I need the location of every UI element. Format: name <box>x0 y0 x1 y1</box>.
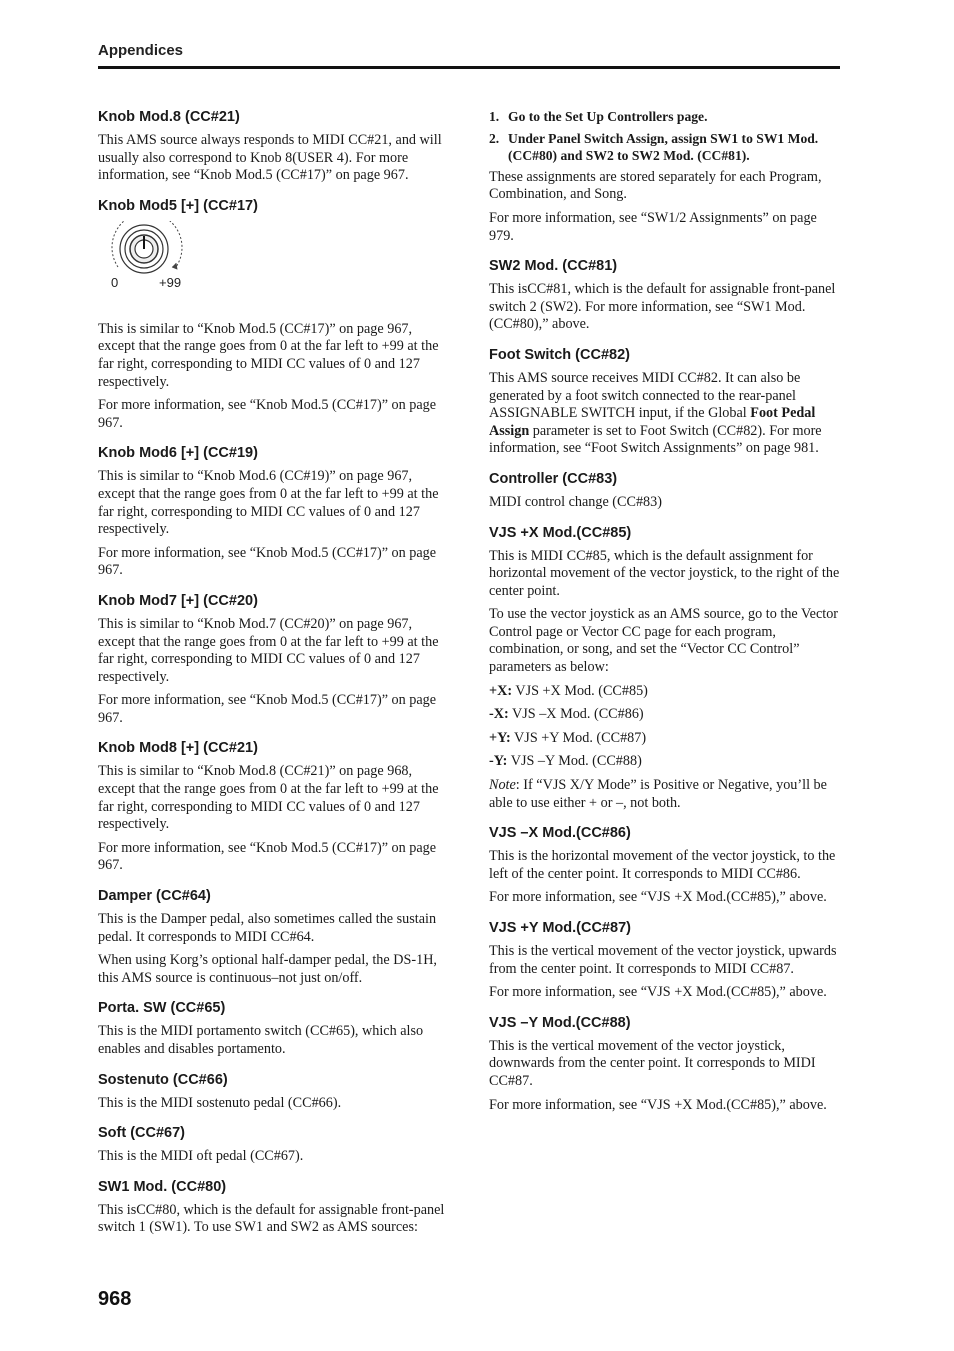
paragraph: This is MIDI CC#85, which is the default assignment for horizontal movement of the vector joystick, to the right of the center point. <box>489 547 840 599</box>
param-value: VJS +X Mod. (CC#85) <box>512 682 648 699</box>
param-key: +Y: <box>489 729 511 746</box>
text-run: parameter is set to Foot Switch (CC#82). For more information, see “Foot Switch Assignments” on page 981. <box>489 422 822 457</box>
section-title: VJS –Y Mod.(CC#88) <box>489 1014 631 1031</box>
section-title: Foot Switch (CC#82) <box>489 346 630 363</box>
paragraph: This is similar to “Knob Mod.6 (CC#19)” on page 967, except that the range goes from 0 at the far left to +99 at the far right, corresponding to MIDI CC values of 0 and 127 respectively. <box>98 468 439 538</box>
section-title: Knob Mod7 [+] (CC#20) <box>98 592 258 609</box>
paragraph: For more information, see “Knob Mod.5 (CC#17)” on page 967. <box>98 397 437 431</box>
paragraph <box>489 370 841 458</box>
paragraph: For more information, see “VJS +X Mod.(CC#85),” above. <box>489 889 827 906</box>
paragraph: This isCC#80, which is the default for assignable front-panel switch 1 (SW1). To use SW1 and SW2 as AMS sources: <box>98 1201 445 1236</box>
param-value: VJS +Y Mod. (CC#87) <box>510 729 647 746</box>
paragraph: For more information, see “Knob Mod.5 (CC#17)” on page 967. <box>98 692 437 726</box>
param-line <box>489 683 841 701</box>
paragraph: This is similar to “Knob Mod.7 (CC#20)” on page 967, except that the range goes from 0 at the far left to +99 at the far right, corresponding to MIDI CC values of 0 and 127 respectively. <box>98 615 439 685</box>
knob-figure <box>106 221 226 297</box>
param-line <box>489 753 841 771</box>
right-column <box>489 108 841 1120</box>
knob-icon <box>106 221 196 281</box>
step-item <box>489 108 841 126</box>
section-title: Knob Mod6 [+] (CC#19) <box>98 445 258 462</box>
section-title: VJS –X Mod.(CC#86) <box>489 825 631 842</box>
knob-max-label: +99 <box>159 274 182 290</box>
paragraph: This is similar to “Knob Mod.5 (CC#17)” on page 967, except that the range goes from 0 at the far left to +99 at the far right, corresponding to MIDI CC values of 0 and 127 respectively. <box>98 320 439 390</box>
paragraph: This is the horizontal movement of the vector joystick, to the left of the center point. It corresponds to MIDI CC#86. <box>489 848 836 882</box>
page-number: 968 <box>98 1288 132 1310</box>
section-title: SW2 Mod. (CC#81) <box>489 258 618 275</box>
param-value: VJS –Y Mod. (CC#88) <box>507 753 642 770</box>
section-title: Knob Mod8 [+] (CC#21) <box>98 740 258 757</box>
section-title: VJS +X Mod.(CC#85) <box>489 524 632 541</box>
section-title: VJS +Y Mod.(CC#87) <box>489 920 631 936</box>
paragraph: This is similar to “Knob Mod.8 (CC#21)” on page 968, except that the range goes from 0 at the far left to +99 at the far right, corresponding to MIDI CC values of 0 and 127 respectively. <box>98 763 439 833</box>
step-number: 2. <box>489 130 500 146</box>
paragraph: To use the vector joystick as an AMS source, go to the Vector Control page or Vector CC page for each program, combination, or song, and set the “Vector CC Control” parameters as below: <box>489 606 839 676</box>
param-key: -X: <box>489 706 509 723</box>
parameter-name: Foot Pedal Assign <box>489 405 816 439</box>
paragraph: When using Korg’s optional half-damper pedal, the DS-1H, this AMS source is continuous–not just on/off. <box>98 952 437 986</box>
running-header: Appendices <box>98 42 184 59</box>
text-run: This AMS source receives MIDI CC#82. It can also be generated by a foot switch connected to the rear-panel ASSIGNABLE SWITCH input, if the Global <box>489 369 801 422</box>
paragraph: MIDI control change (CC#83) <box>489 493 662 510</box>
section-title: Knob Mod.8 (CC#21) <box>98 109 240 125</box>
steps-list <box>489 108 841 165</box>
paragraph: This is the MIDI sostenuto pedal (CC#66). <box>98 1094 342 1111</box>
param-line <box>489 706 841 724</box>
paragraph: These assignments are stored separately for each Program, Combination, and Song. <box>489 168 822 203</box>
paragraph: This AMS source always responds to MIDI CC#21, and will usually also correspond to Knob 8(USER 4). For more information, see “Knob Mod.5 (CC#17)” on page 967. <box>98 132 442 184</box>
paragraph: This is the MIDI portamento switch (CC#65), which also enables and disables portamento. <box>98 1023 424 1057</box>
step-number: 1. <box>489 109 500 124</box>
paragraph: This is the vertical movement of the vector joystick, upwards from the center point. It corresponds to MIDI CC#87. <box>489 943 837 977</box>
param-key: +X: <box>489 682 513 699</box>
paragraph: This is the Damper pedal, also sometimes called the sustain pedal. It corresponds to MIDI CC#64. <box>98 911 437 945</box>
section-title: Controller (CC#83) <box>489 470 618 487</box>
paragraph: This is the MIDI oft pedal (CC#67). <box>98 1148 304 1165</box>
section-title: Damper (CC#64) <box>98 888 211 905</box>
section-title: SW1 Mod. (CC#80) <box>98 1178 227 1195</box>
section-title: Knob Mod5 [+] (CC#17) <box>98 197 258 214</box>
param-value: VJS –X Mod. (CC#86) <box>508 706 644 723</box>
param-line <box>489 730 841 748</box>
header-rule <box>98 66 840 69</box>
paragraph: For more information, see “Knob Mod.5 (CC#17)” on page 967. <box>98 544 437 579</box>
left-column <box>98 108 450 1243</box>
paragraph: This is the vertical movement of the vector joystick, downwards from the center point. It corresponds to MIDI CC#87. <box>489 1037 816 1089</box>
paragraph: For more information, see “VJS +X Mod.(CC#85),” above. <box>489 1096 827 1113</box>
section-title: Soft (CC#67) <box>98 1125 186 1142</box>
note-label: Note <box>489 777 516 794</box>
note <box>489 777 841 812</box>
knob-min-label: 0 <box>111 274 119 290</box>
note-text: : If “VJS X/Y Mode” is Positive or Negative, you’ll be able to use either + or –, not both. <box>489 777 827 811</box>
paragraph: For more information, see “Knob Mod.5 (CC#17)” on page 967. <box>98 839 437 874</box>
paragraph: For more information, see “SW1/2 Assignments” on page 979. <box>489 209 817 244</box>
section-title: Porta. SW (CC#65) <box>98 1000 226 1017</box>
paragraph: This isCC#81, which is the default for assignable front-panel switch 2 (SW2). For more information, see “SW1 Mod. (CC#80),” above. <box>489 281 836 333</box>
step-text: Under Panel Switch Assign, assign SW1 to SW1 Mod. (CC#80) and SW2 to SW2 Mod. (CC#81). <box>508 130 819 164</box>
param-key: -Y: <box>489 753 508 770</box>
step-text: Go to the Set Up Controllers page. <box>508 109 708 124</box>
paragraph: For more information, see “VJS +X Mod.(CC#85),” above. <box>489 984 827 1001</box>
section-title: Sostenuto (CC#66) <box>98 1071 228 1088</box>
step-item <box>489 130 841 165</box>
